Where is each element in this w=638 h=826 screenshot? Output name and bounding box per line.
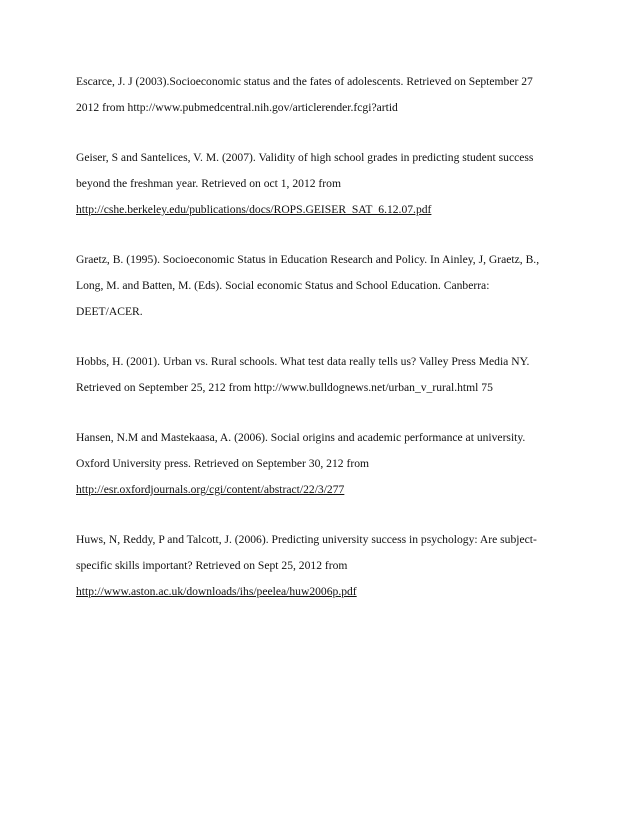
reference-text-line: beyond the freshman year. Retrieved on oct 1, 2012 from — [76, 177, 341, 190]
reference-entry-hobbs — [76, 349, 566, 401]
reference-entry-huws — [76, 527, 566, 605]
reference-text-line: Geiser, S and Santelices, V. M. (2007). Validity of high school grades in predicting student success — [76, 151, 534, 164]
reference-text-line: Huws, N, Reddy, P and Talcott, J. (2006). Predicting university success in psychology: Are subject- — [76, 533, 537, 546]
reference-entry-escarce — [76, 69, 566, 121]
reference-text-line: 2012 from http://www.pubmedcentral.nih.gov/articlerender.fcgi?artid — [76, 101, 398, 114]
reference-entry-graetz — [76, 247, 566, 325]
reference-link[interactable]: http://www.aston.ac.uk/downloads/ihs/peelea/huw2006p.pdf — [76, 585, 357, 598]
reference-text-line: Oxford University press. Retrieved on September 30, 212 from — [76, 457, 370, 470]
reference-text-line: Graetz, B. (1995). Socioeconomic Status in Education Research and Policy. In Ainley, J, Graetz, B., — [76, 253, 540, 266]
reference-entry-hansen — [76, 425, 566, 503]
reference-text-line: Retrieved on September 25, 212 from http://www.bulldognews.net/urban_v_rural.html 75 — [76, 381, 493, 394]
reference-text-line: Hansen, N.M and Mastekaasa, A. (2006). Social origins and academic performance at university. — [76, 431, 526, 444]
reference-text-line: Hobbs, H. (2001). Urban vs. Rural schools. What test data really tells us? Valley Press Media NY. — [76, 355, 530, 368]
reference-text-line: Escarce, J. J (2003).Socioeconomic status and the fates of adolescents. Retrieved on September 27 — [76, 75, 533, 88]
reference-entry-geiser — [76, 145, 566, 223]
reference-list — [76, 69, 566, 629]
reference-text-line: specific skills important? Retrieved on Sept 25, 2012 from — [76, 559, 348, 572]
reference-text-line: DEET/ACER. — [76, 305, 143, 318]
reference-text-line: Long, M. and Batten, M. (Eds). Social economic Status and School Education. Canberra: — [76, 279, 490, 292]
reference-link[interactable]: http://cshe.berkeley.edu/publications/docs/ROPS.GEISER_SAT_6.12.07.pdf — [76, 203, 432, 216]
reference-link[interactable]: http://esr.oxfordjournals.org/cgi/content/abstract/22/3/277 — [76, 483, 345, 496]
